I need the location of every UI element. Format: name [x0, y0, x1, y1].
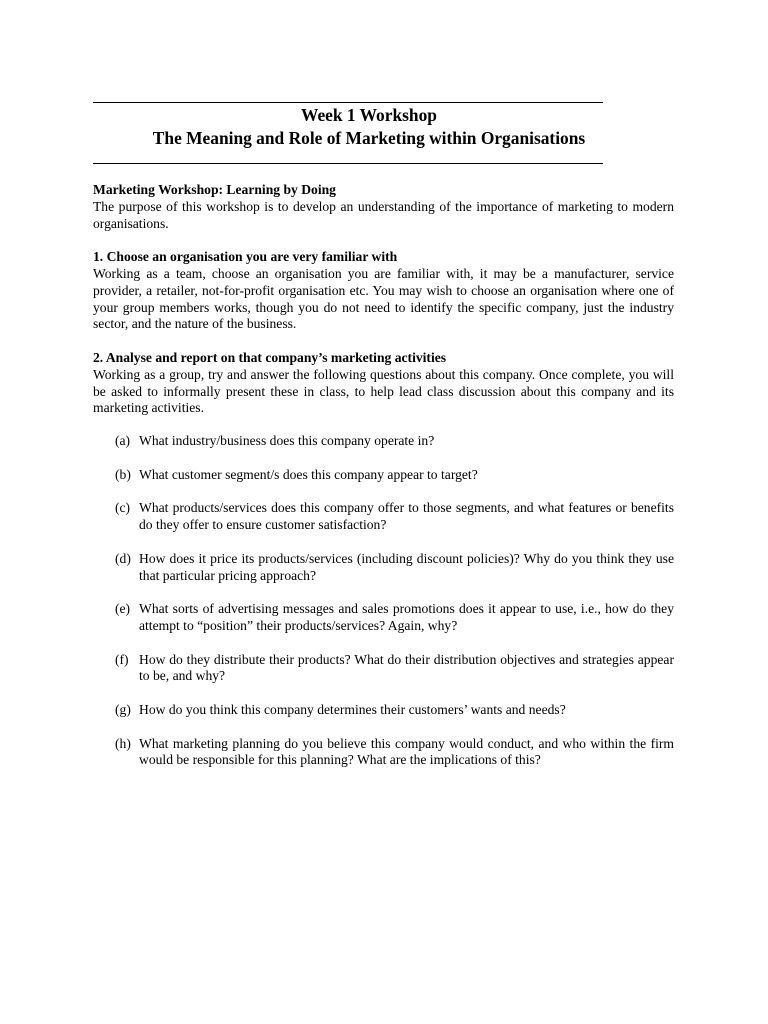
section-2-heading: 2. Analyse and report on that company’s marketing activities [93, 349, 447, 365]
section-1-heading: 1. Choose an organisation you are very familiar with [93, 249, 398, 265]
question-label: (d) [115, 550, 131, 566]
question-text: What customer segment/s does this company appear to target? [139, 466, 478, 482]
section-2-text: Working as a group, try and answer the following questions about this company. Once complete, you will be asked to informally present these in class, to help lead class discussion about this company and its marketing activities. [93, 366, 674, 416]
page-title: Week 1 Workshop [301, 105, 437, 125]
question-label: (b) [115, 466, 131, 482]
intro-heading: Marketing Workshop: Learning by Doing [93, 182, 336, 197]
question-item-b [93, 467, 674, 484]
question-text: What marketing planning do you believe this company would conduct, and who within the firm would be responsible for this planning? What are the implications of this? [139, 735, 674, 768]
question-item-a [93, 433, 674, 450]
question-label: (f) [115, 651, 129, 667]
section-1-text: Working as a team, choose an organisation you are familiar with, it may be a manufacturer, service provider, a retailer, not-for-profit organisation etc. You may wish to choose an organisation where one of your group members works, though you do not need to identify the specific company, just the industry sector, and the nature of the business. [93, 265, 674, 332]
question-text: What sorts of advertising messages and sales promotions does it appear to use, i.e., how do they attempt to “position” their products/services? Again, why? [139, 601, 674, 633]
question-text: How does it price its products/services (including discount policies)? Why do you think they use that particular pricing approach? [139, 550, 674, 583]
question-list [93, 433, 674, 769]
question-label: (e) [115, 601, 131, 617]
question-text: How do they distribute their products? What do their distribution objectives and strategies appear to be, and why? [139, 651, 674, 684]
intro-section [93, 182, 674, 232]
section-2 [93, 350, 674, 769]
question-item-d [93, 551, 674, 585]
question-item-e [93, 601, 674, 635]
intro-text: The purpose of this workshop is to develop an understanding of the importance of marketing to modern organisations. [93, 198, 674, 231]
question-label: (h) [115, 735, 131, 751]
question-text: How do you think this company determines their customers’ wants and needs? [139, 701, 566, 717]
page-subtitle: The Meaning and Role of Marketing within Organisations [152, 128, 586, 148]
question-item-c [93, 500, 674, 534]
question-label: (g) [115, 701, 131, 717]
question-item-f [93, 652, 674, 686]
title-top-rule [93, 102, 603, 103]
question-text: What industry/business does this company operate in? [139, 433, 435, 449]
title-bottom-rule [93, 163, 603, 164]
question-text: What products/services does this company offer to those segments, and what features or benefits do they offer to ensure customer satisfaction? [139, 500, 674, 533]
document-body [93, 182, 674, 786]
question-label: (c) [115, 500, 131, 516]
section-1 [93, 249, 674, 333]
question-item-g [93, 702, 674, 719]
question-label: (a) [115, 433, 131, 449]
question-item-h [93, 736, 674, 770]
